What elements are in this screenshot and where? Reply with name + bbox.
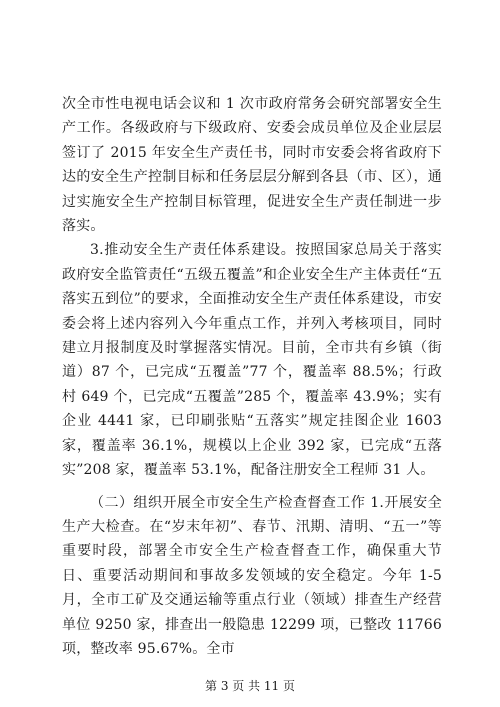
paragraph-continuation: 次全市性电视电话会议和 1 次市政府常务会研究部署安全生产工作。各级政府与下级政府、安委会成员单位及企业层层签订了 2015 年安全生产责任书，同时市安委会将省政府下达的安全生产控制目标和任务层层分解到各县（市、区），通过实施安全生产控制目标管理，促进安全生产责任制进一步落实。 <box>62 96 442 235</box>
paragraph-responsibility-system: 3.推动安全生产责任体系建设。按照国家总局关于落实政府安全监管责任“五级五覆盖”和企业安全生产主体责任“五落实五到位”的要求，全面推动安全生产责任体系建设，市安委会将上述内容列入今年重点工作，并列入考核项目，同时建立月报制度及时掌握落实情况。目前，全市共有乡镇（街道）87 个，已完成“五覆盖”77 个，覆盖率 88.5%；行政村 649 个，已完成“五覆盖”285 个，覆盖率 43.9%；实有企业 4441 家，已印刷张贴“五落实”规定挂图企业 1603 家，覆盖率 36.1%，规模以上企业 392 家，已完成“五落实”208 家，覆盖率 53.1%，配备注册安全工程师 31 人。 <box>62 242 442 479</box>
document-body <box>62 92 442 661</box>
page-footer: 第 3 页 共 11 页 <box>205 679 295 693</box>
paragraph-safety-inspection: （二）组织开展全市安全生产检查督查工作 1.开展安全生产大检查。在“岁末年初”、春节、汛期、清明、“五一”等重要时段，部署全市安全生产检查督查工作，确保重大节日、重要活动期间和事故多发领域的安全稳定。今年 1-5 月，全市工矿及交通运输等重点行业（领域）排查生产经营单位 9250 家，排查出一般隐患 12299 项，已整改 11766 项，整改率 95.67%。全市 <box>62 494 442 657</box>
